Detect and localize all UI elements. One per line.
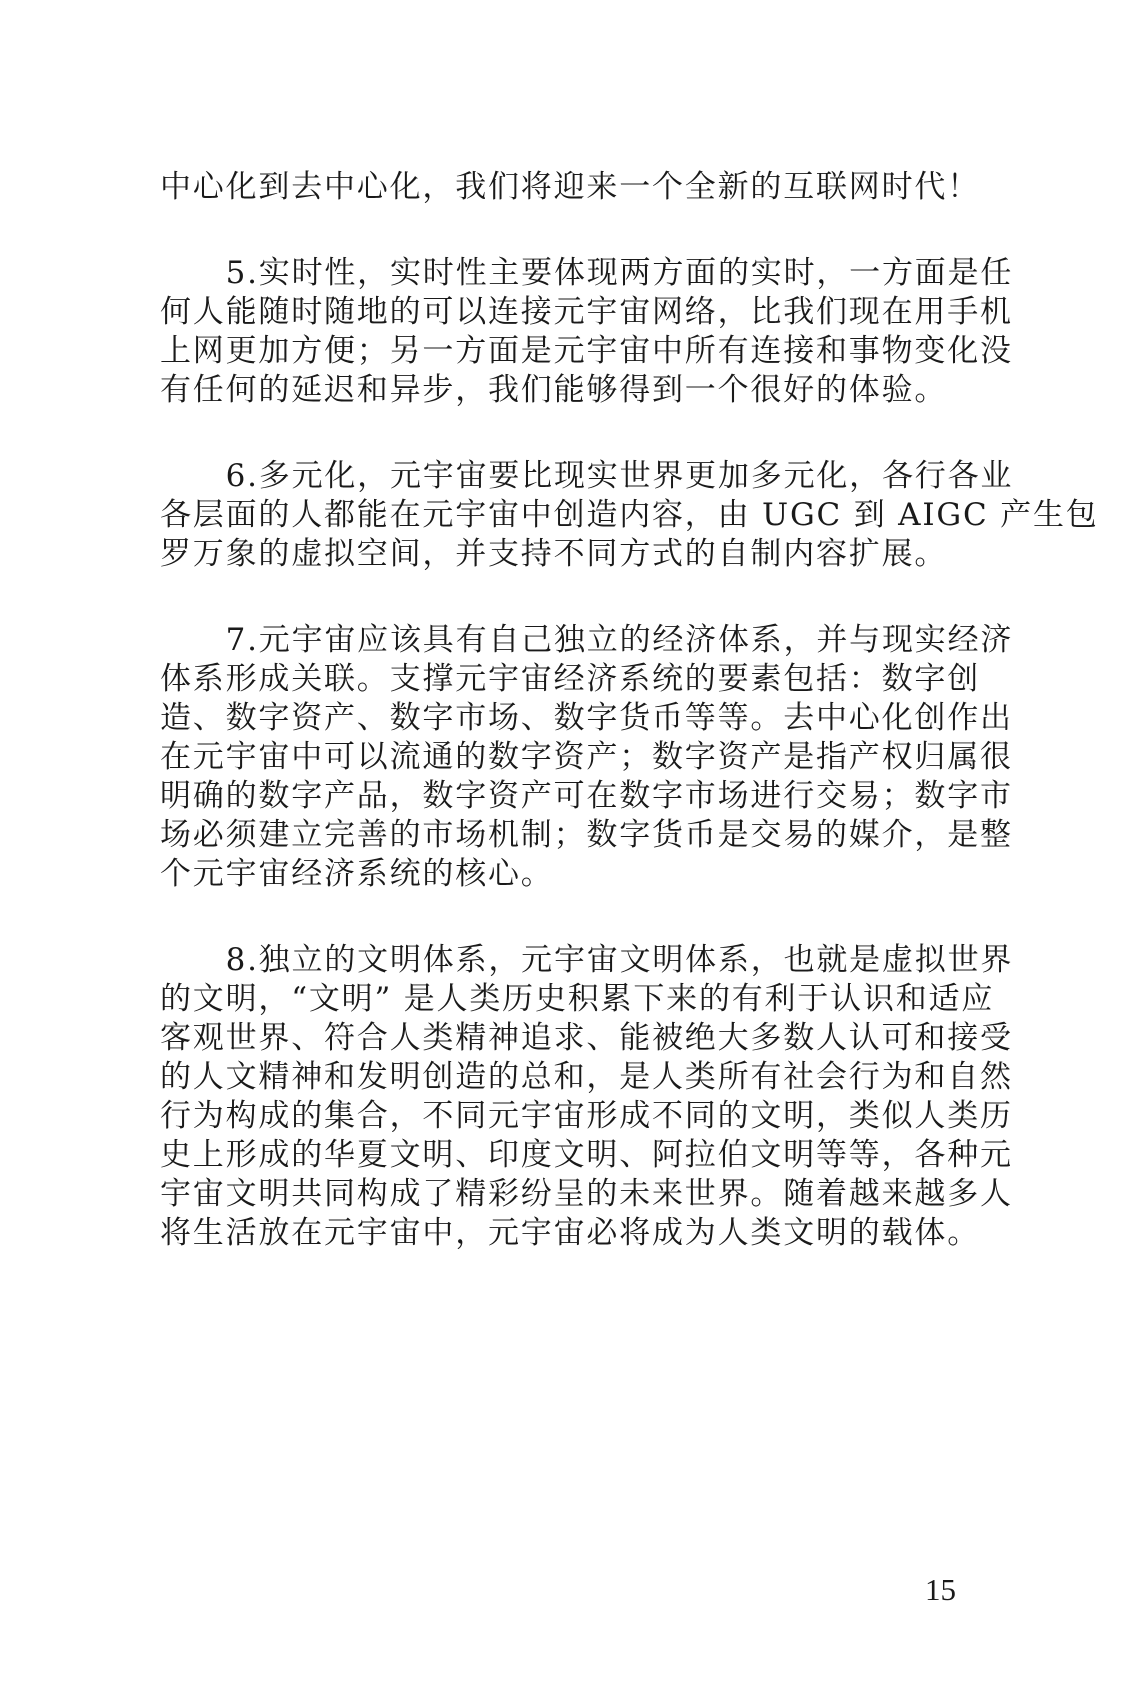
paragraph-intro-continuation xyxy=(160,168,980,207)
text-line: 造、数字资产、数字市场、数字货币等等。去中心化创作出 xyxy=(160,700,1013,736)
text-line: 宇宙文明共同构成了精彩纷呈的未来世界。随着越来越多人 xyxy=(160,1176,1013,1212)
text-line: 个元宇宙经济系统的核心。 xyxy=(160,856,554,892)
paragraph-economy xyxy=(160,621,1014,894)
page-text xyxy=(160,168,1099,1300)
text-line: 7.元宇宙应该具有自己独立的经济体系，并与现实经济 xyxy=(160,622,1014,658)
text-line: 8.独立的文明体系，元宇宙文明体系，也就是虚拟世界 xyxy=(160,942,1014,978)
paragraph-real-time xyxy=(160,254,1014,410)
text-line: 客观世界、符合人类精神追求、能被绝大多数人认可和接受 xyxy=(160,1020,1013,1056)
paragraph-civilization xyxy=(160,941,1014,1253)
text-line: 上网更加方便；另一方面是元宇宙中所有连接和事物变化没 xyxy=(160,333,1013,369)
text-line: 行为构成的集合，不同元宇宙形成不同的文明，类似人类历 xyxy=(160,1098,1013,1134)
text-line: 场必须建立完善的市场机制；数字货币是交易的媒介，是整 xyxy=(160,817,1013,853)
text-line: 5.实时性，实时性主要体现两方面的实时，一方面是任 xyxy=(160,255,1014,291)
text-line: 罗万象的虚拟空间，并支持不同方式的自制内容扩展。 xyxy=(160,536,948,572)
text-line: 各层面的人都能在元宇宙中创造内容，由 UGC 到 AIGC 产生包 xyxy=(160,497,1099,533)
text-line: 有任何的延迟和异步，我们能够得到一个很好的体验。 xyxy=(160,372,948,408)
page-number: 15 xyxy=(925,1572,956,1607)
text-line: 何人能随时随地的可以连接元宇宙网络，比我们现在用手机 xyxy=(160,294,1013,330)
text-line: 将生活放在元宇宙中，元宇宙必将成为人类文明的载体。 xyxy=(160,1215,980,1251)
text-line: 6.多元化，元宇宙要比现实世界更加多元化，各行各业 xyxy=(160,458,1014,494)
text-line: 中心化到去中心化，我们将迎来一个全新的互联网时代！ xyxy=(160,169,980,205)
paragraph-diversity xyxy=(160,457,1099,574)
text-line: 史上形成的华夏文明、印度文明、阿拉伯文明等等，各种元 xyxy=(160,1137,1013,1173)
text-line: 的人文精神和发明创造的总和，是人类所有社会行为和自然 xyxy=(160,1059,1013,1095)
text-line: 在元宇宙中可以流通的数字资产；数字资产是指产权归属很 xyxy=(160,739,1013,775)
text-line: 的文明，“文明” 是人类历史积累下来的有利于认识和适应 xyxy=(160,981,995,1017)
text-line: 明确的数字产品，数字资产可在数字市场进行交易；数字市 xyxy=(160,778,1013,814)
text-line: 体系形成关联。支撑元宇宙经济系统的要素包括：数字创 xyxy=(160,661,980,697)
